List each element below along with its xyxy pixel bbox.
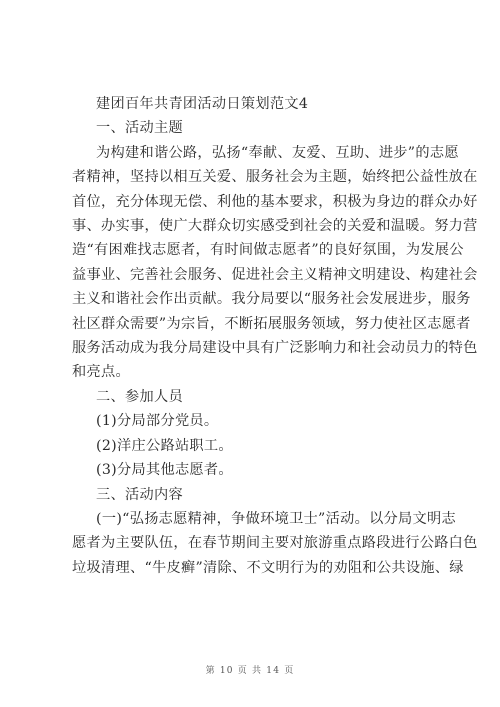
section-heading-theme: 一、活动主题	[96, 120, 183, 137]
paragraph-line: 社区群众需要”为宗旨，不断拓展服务领域，努力使社区志愿者	[72, 315, 471, 332]
paragraph-line: 愿者为主要队伍，在春节期间主要对旅游重点路段进行公路白色	[72, 535, 478, 552]
paragraph-line: 主义和谐社会作出贡献。我分局要以“服务社会发展进步，服务	[72, 291, 471, 308]
section-heading-participants: 二、参加人员	[96, 388, 183, 405]
section-heading-content: 三、活动内容	[96, 486, 183, 503]
paragraph-line: 首位，充分体现无偿、利他的基本要求，积极为身边的群众办好	[72, 193, 478, 210]
paragraph-line: 益事业、完善社会服务、促进社会主义精神文明建设、构建社会	[72, 266, 478, 283]
paragraph-line: 事、办实事，使广大群众切实感受到社会的关爱和温暖。努力营	[72, 218, 478, 235]
paragraph-line: 和亮点。	[72, 364, 130, 381]
paragraph-line: (一)“弘扬志愿精神，争做环境卫士”活动。以分局文明志	[96, 510, 456, 527]
document-title: 建团百年共青团活动日策划范文4	[96, 96, 309, 112]
paragraph-line: 造“有困难找志愿者，有时间做志愿者”的良好氛围，为发展公	[72, 242, 464, 259]
paragraph-line: 服务活动成为我分局建设中具有广泛影响力和社会动员力的特色	[72, 340, 478, 357]
paragraph-line: 垃圾清理、“牛皮癣”清除、不文明行为的劝阻和公共设施、绿	[72, 559, 464, 576]
list-item: (2)洋庄公路站职工。	[96, 437, 233, 454]
list-item: (3)分局其他志愿者。	[96, 462, 233, 479]
list-item: (1)分局部分党员。	[96, 413, 219, 430]
page-number-footer: 第 10 页 共 14 页	[205, 666, 295, 676]
paragraph-theme	[72, 141, 478, 385]
paragraph-line: 者精神，坚持以相互关爱、服务社会为主题，始终把公益性放在	[72, 169, 478, 186]
paragraph-line: 为构建和谐公路，弘扬“奉献、友爱、互助、进步”的志愿	[96, 144, 459, 161]
document-body	[72, 92, 478, 580]
paragraph-content	[72, 507, 478, 580]
